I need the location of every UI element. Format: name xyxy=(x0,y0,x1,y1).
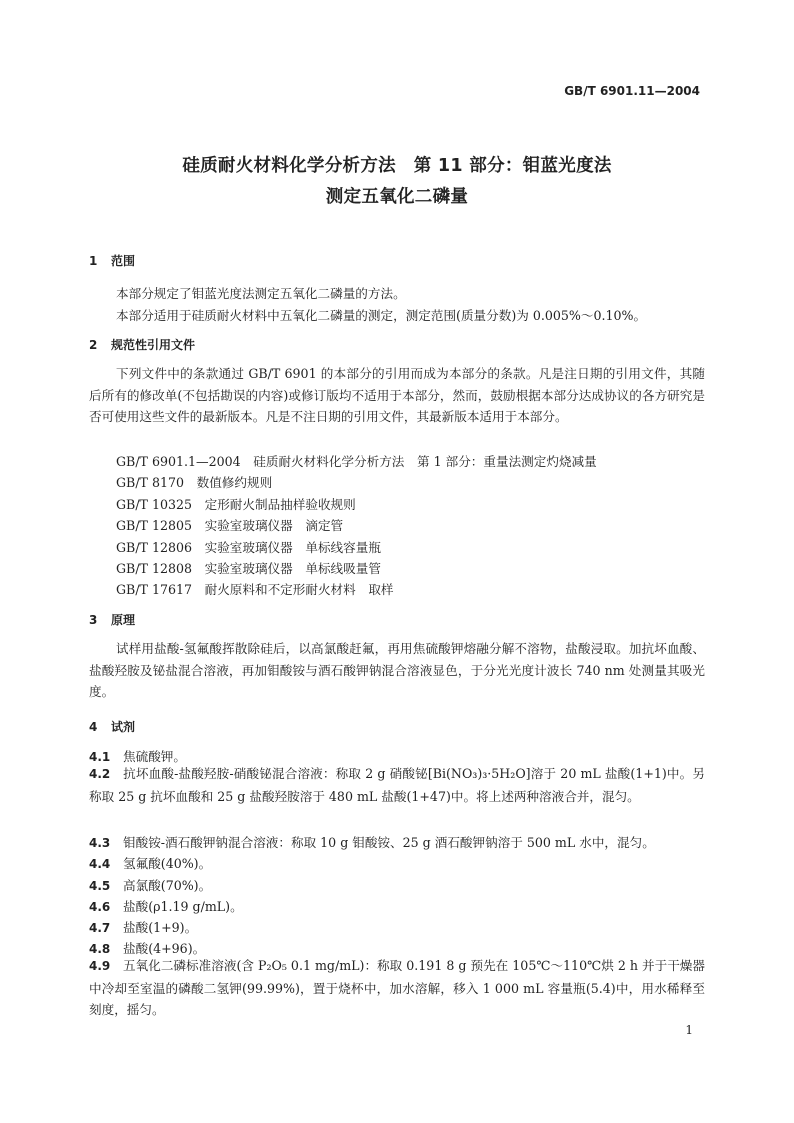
section-title: 原理 xyxy=(111,613,136,627)
reagent-text: 盐酸(4+96)。 xyxy=(123,941,206,956)
reagent-number: 4.1 xyxy=(89,750,111,764)
reagent-number: 4.8 xyxy=(89,942,111,956)
reagent-number: 4.6 xyxy=(89,900,111,914)
reagent-item xyxy=(89,763,705,807)
principle-paragraph: 试样用盐酸-氢氟酸挥散除硅后，以高氯酸赶氟，再用焦硫酸钾熔融分解不溶物，盐酸浸取。加抗坏血酸、盐酸羟胺及铋盐混合溶液，再加钼酸铵与酒石酸钾钠混合溶液显色，于分光光度计波长 740 nm 处测量其吸光度。 xyxy=(89,641,705,699)
section-number: 4 xyxy=(89,720,98,734)
reagent-text: 焦硫酸钾。 xyxy=(123,749,186,764)
section-title: 试剂 xyxy=(111,720,136,734)
reagent-text: 钼酸铵-酒石酸钾钠混合溶液：称取 10 g 钼酸铵、25 g 酒石酸钾钠溶于 500 mL 水中，混匀。 xyxy=(123,835,655,850)
reagent-number: 4.3 xyxy=(89,836,111,850)
reagent-text: 盐酸(ρ1.19 g/mL)。 xyxy=(123,899,243,914)
reagent-item xyxy=(89,955,705,1021)
reagent-text: 抗坏血酸-盐酸羟胺-硝酸铋混合溶液：称取 2 g 硝酸铋[Bi(NO₃)₃·5H₂O]溶于 20 mL 盐酸(1+1)中。另称取 25 g 抗坏血酸和 25 g 盐酸羟胺溶于 480 mL 盐酸(1+47)中。将上述两种溶液合并，混匀。 xyxy=(89,766,705,804)
reagent-text: 高氯酸(70%)。 xyxy=(123,878,212,893)
section-heading-reagents xyxy=(89,718,135,735)
reagent-item xyxy=(89,875,211,894)
reagent-text: 盐酸(1+9)。 xyxy=(123,920,198,935)
reference-item: GB/T 12808 实验室玻璃仪器 单标线吸量管 xyxy=(116,561,381,576)
references-intro-paragraph: 下列文件中的条款通过 GB/T 6901 的本部分的引用而成为本部分的条款。凡是注日期的引用文件，其随后所有的修改单(不包括勘误的内容)或修订版均不适用于本部分，然而，鼓励根据本部分达成协议的各方研究是否可使用这些文件的最新版本。凡是不注日期的引用文件，其最新版本适用于本部分。 xyxy=(89,366,705,424)
reference-item: GB/T 17617 耐火原料和不定形耐火材料 取样 xyxy=(116,582,394,597)
reagent-number: 4.2 xyxy=(89,767,111,781)
section-heading-scope xyxy=(89,252,135,269)
reagent-number: 4.9 xyxy=(89,959,111,973)
standard-number: GB/T 6901.11—2004 xyxy=(564,84,700,98)
document-title-line-1: 硅质耐火材料化学分析方法 第 11 部分：钼蓝光度法 xyxy=(182,156,612,176)
reagent-text: 五氧化二磷标准溶液(含 P₂O₅ 0.1 mg/mL)：称取 0.191 8 g 预先在 105℃～110℃烘 2 h 并于干燥器中冷却至室温的磷酸二氢钾(99.99%)，置于烧杯中，加水溶解，移入 1 000 mL 容量瓶(5.4)中，用水稀释至刻度，摇匀。 xyxy=(89,958,705,1017)
reagent-item xyxy=(89,832,655,851)
reference-item: GB/T 8170 数值修约规则 xyxy=(116,475,273,490)
section-heading-principle xyxy=(89,611,135,628)
scope-paragraph-2: 本部分适用于硅质耐火材料中五氧化二磷量的测定，测定范围(质量分数)为 0.005%～0.10%。 xyxy=(116,308,647,323)
reagent-item xyxy=(89,853,211,872)
section-title: 范围 xyxy=(111,254,136,268)
section-heading-normative-references xyxy=(89,336,195,353)
page-number: 1 xyxy=(685,1023,693,1037)
reference-item: GB/T 10325 定形耐火制品抽样验收规则 xyxy=(116,497,356,512)
document-title-line-2: 测定五氧化二磷量 xyxy=(325,187,469,207)
reagent-number: 4.5 xyxy=(89,879,111,893)
reagent-text: 氢氟酸(40%)。 xyxy=(123,856,212,871)
reference-item: GB/T 12805 实验室玻璃仪器 滴定管 xyxy=(116,518,344,533)
section-number: 2 xyxy=(89,338,98,352)
section-title: 规范性引用文件 xyxy=(111,338,196,352)
reagent-number: 4.7 xyxy=(89,921,111,935)
section-number: 3 xyxy=(89,613,98,627)
reference-item: GB/T 6901.1—2004 硅质耐火材料化学分析方法 第 1 部分：重量法测定灼烧减量 xyxy=(116,454,597,469)
section-number: 1 xyxy=(89,254,98,268)
scope-paragraph-1: 本部分规定了钼蓝光度法测定五氧化二磷量的方法。 xyxy=(116,286,406,301)
reagent-item xyxy=(89,896,243,915)
reagent-item xyxy=(89,917,197,936)
reagent-number: 4.4 xyxy=(89,857,111,871)
reference-item: GB/T 12806 实验室玻璃仪器 单标线容量瓶 xyxy=(116,540,381,555)
